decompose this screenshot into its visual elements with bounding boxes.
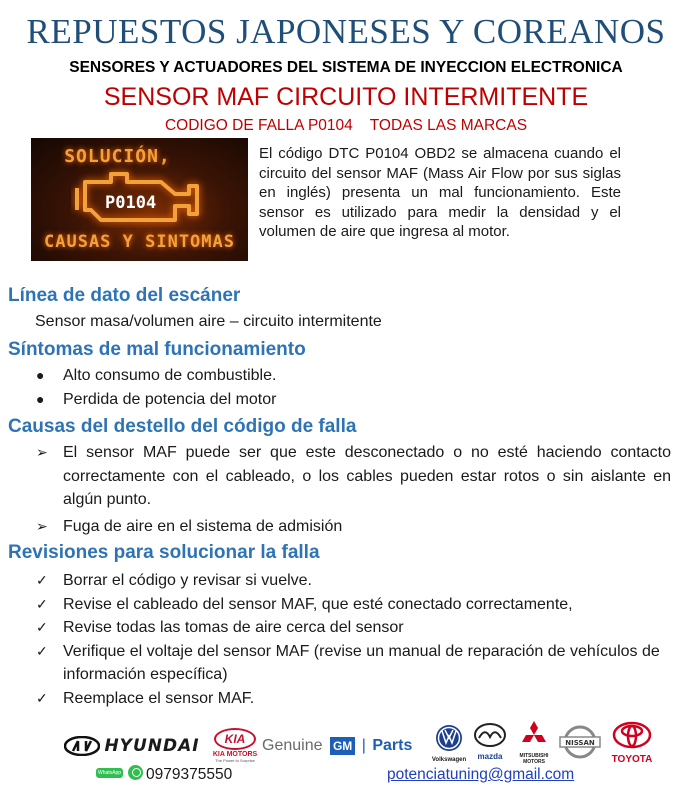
list-item-text: Revise el cableado del sensor MAF, que esté conectado correctamente, [63,595,573,613]
list-item-text: Verifique el voltaje del sensor MAF (revise un manual de reparación de vehículos de información específica) [63,642,660,683]
phone-number: 0979375550 [146,766,233,783]
nissan-emblem-icon [559,725,601,759]
sensor-title: SENSOR MAF CIRCUITO INTERMITENTE [103,83,589,111]
hyundai-logo [64,736,200,756]
mitsubishi-wordmark: MITSUBISHI MOTORS [519,753,549,765]
nissan-wordmark: NISSAN [565,739,595,747]
brand-logos [0,720,692,770]
list-item [36,364,671,388]
check-icon: ✓ [36,619,48,635]
list-item-text: Perdida de potencia del motor [63,390,277,408]
fault-code-line: CODIGO DE FALLA P0104 TODAS LAS MARCAS [164,117,528,134]
kia-motors-text: KIA MOTORS [212,751,258,758]
section-heading-causes: Causas del destello del código de falla [8,416,357,437]
list-item-text: Alto consumo de combustible. [63,367,277,384]
list-item-text: Fuga de aire en el sistema de admisión [63,517,343,535]
list-item-text: Reemplace el sensor MAF. [63,689,255,707]
toyota-wordmark: TOYOTA [611,754,653,765]
check-icon: ✓ [36,572,48,588]
list-item [36,687,671,711]
arrow-bullet-icon: ➢ [36,517,48,534]
list-item [36,593,671,617]
check-icon: ✓ [36,689,48,706]
list-item [36,388,671,412]
list-item-text: Revise todas las tomas de aire cerca del sensor [63,619,404,636]
section-heading-scanner: Línea de dato del escáner [8,285,241,306]
kia-oval: KIA [214,728,256,750]
check-icon: ✓ [36,642,48,659]
hyundai-wordmark: HYUNDAI [104,736,200,756]
list-item [36,616,671,640]
scanner-data-line: Sensor masa/volumen aire – circuito intermitente [35,313,382,330]
whatsapp-label: WhatsApp [98,769,122,776]
hyundai-emblem-icon [64,736,100,756]
list-item [36,515,671,539]
gm-divider: | [361,737,366,754]
gm-badge: GM [330,737,355,755]
list-item-text: El sensor MAF puede ser que este desconectado o no esté haciendo contacto correctamente con el cableado, o los cables pueden estar rotos o sin aislante en algún punto. [63,444,671,508]
hero-line-1: SOLUCIÓN, [64,146,171,167]
hero-line-2: CAUSAS Y SINTOMAS [44,232,235,252]
causes-list [36,441,671,538]
nissan-logo [559,725,601,764]
mitsubishi-logo [513,720,555,765]
mazda-emblem-icon [474,723,506,747]
section-heading-fixes: Revisiones para solucionar la falla [8,542,320,563]
whatsapp-icon [96,764,143,782]
hero-image [31,138,248,261]
whatsapp-phone-icon [128,765,143,780]
gm-parts-text: Parts [372,737,413,754]
gm-parts-logo [262,737,412,755]
arrow-bullet-icon: ➢ [36,444,48,460]
list-item-text: Borrar el código y revisar si vuelve. [63,572,312,589]
bullet-icon: ● [36,367,45,383]
check-icon: ✓ [36,595,48,612]
mitsubishi-emblem-icon [519,720,549,748]
list-item [36,569,671,593]
bullet-icon: ● [36,390,45,407]
page-subtitle: SENSORES Y ACTUADORES DEL SISTEMA DE INYECCION ELECTRONICA [69,59,623,76]
section-heading-symptoms: Síntomas de mal funcionamiento [8,339,306,360]
fixes-list [36,569,671,710]
intro-paragraph: El código DTC P0104 OBD2 se almacena cuando el circuito del sensor MAF (Mass Air Flow por sus siglas en inglés) presenta un mal funcionamiento. Este sensor es utilizado para medir la densidad y el volumen de aire que ingresa al motor. [259,145,621,240]
kia-logo [210,728,260,763]
hero-code: P0104 [105,193,157,213]
email-link[interactable]: potenciatuning@gmail.com [387,766,575,783]
mazda-logo [472,723,508,761]
volkswagen-logo [431,724,467,763]
toyota-emblem-icon [612,721,652,749]
list-item [36,441,671,512]
page-title: REPUESTOS JAPONESES Y COREANOS [26,12,666,51]
gm-genuine-text: Genuine [262,737,323,754]
list-item [36,640,671,687]
mazda-wordmark: mazda [477,752,503,761]
vw-emblem-icon [435,724,463,752]
symptoms-list [36,364,671,411]
vw-wordmark: Volkswagen [431,757,467,763]
kia-tagline: The Power to Surprise [215,758,255,763]
toyota-logo [604,721,660,765]
check-engine-icon [71,164,209,228]
